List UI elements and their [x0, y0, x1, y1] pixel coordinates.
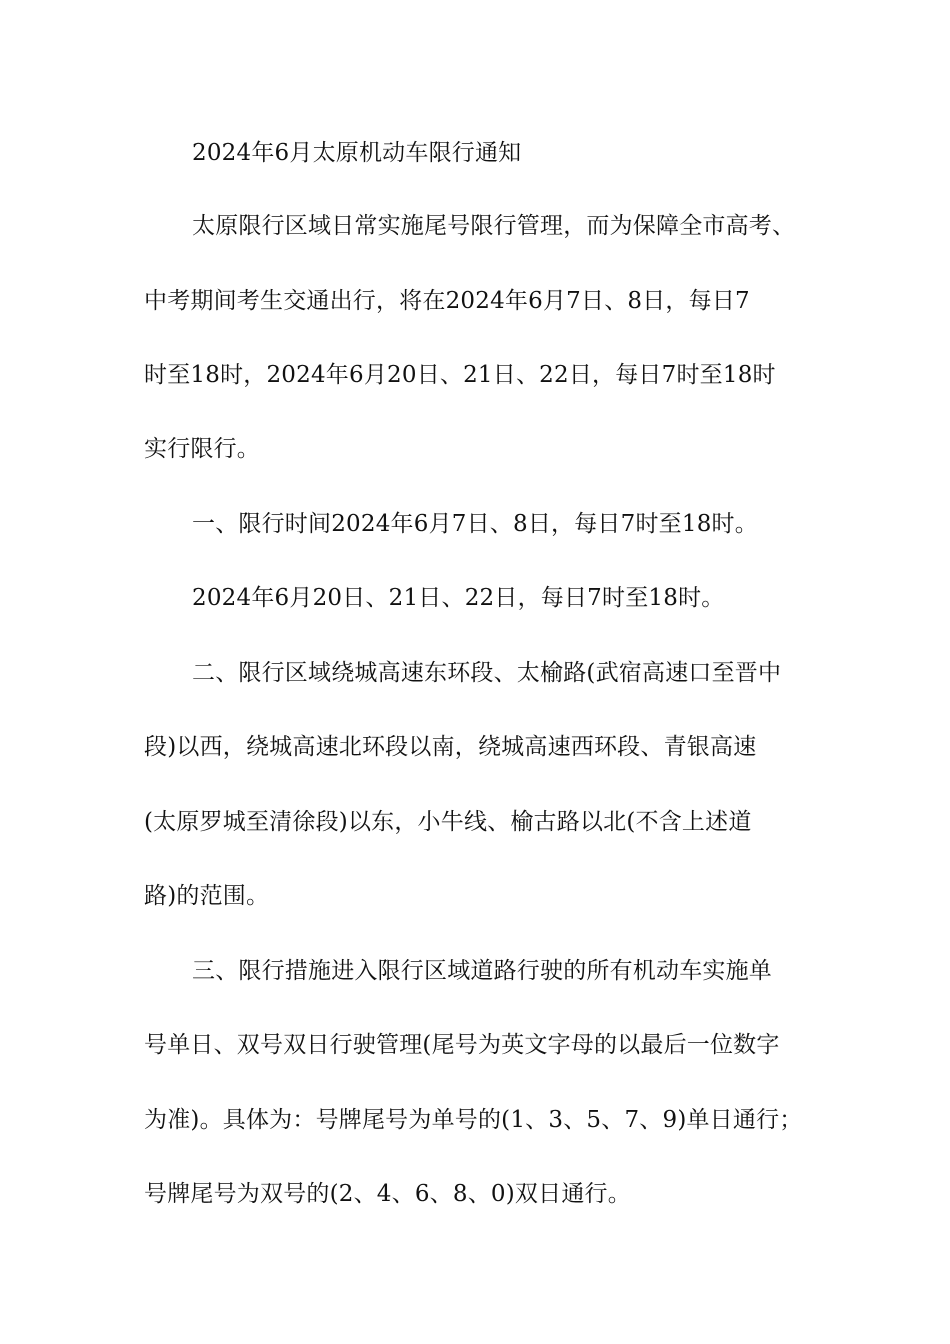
paragraph-line: 太原限行区域日常实施尾号限行管理，而为保障全市高考、 — [192, 213, 796, 239]
paragraph-line: 中考期间考生交通出行，将在2024年6月7日、8日，每日7 — [144, 288, 750, 314]
paragraph-line: 号单日、双号双日行驶管理(尾号为英文字母的以最后一位数字 — [144, 1032, 780, 1058]
paragraph-line: (太原罗城至清徐段)以东，小牛线、榆古路以北(不含上述道 — [144, 809, 752, 835]
paragraph-line: 为准)。具体为：号牌尾号为单号的(1、3、5、7、9)单日通行； — [144, 1107, 803, 1133]
paragraph-line: 2024年6月20日、21日、22日，每日7时至18时。 — [192, 585, 725, 611]
paragraph-line: 一、限行时间2024年6月7日、8日，每日7时至18时。 — [192, 511, 758, 537]
paragraph-line: 实行限行。 — [144, 436, 260, 462]
paragraph-line: 号牌尾号为双号的(2、4、6、8、0)双日通行。 — [144, 1181, 631, 1207]
paragraph-line: 段)以西，绕城高速北环段以南，绕城高速西环段、青银高速 — [144, 734, 757, 760]
paragraph-line: 路)的范围。 — [144, 883, 270, 909]
paragraph-line: 三、限行措施进入限行区域道路行驶的所有机动车实施单 — [192, 958, 772, 984]
document-title: 2024年6月太原机动车限行通知 — [192, 140, 522, 166]
paragraph-line: 时至18时，2024年6月20日、21日、22日，每日7时至18时 — [144, 362, 776, 388]
paragraph-line: 二、限行区域绕城高速东环段、太榆路(武宿高速口至晋中 — [192, 660, 782, 686]
